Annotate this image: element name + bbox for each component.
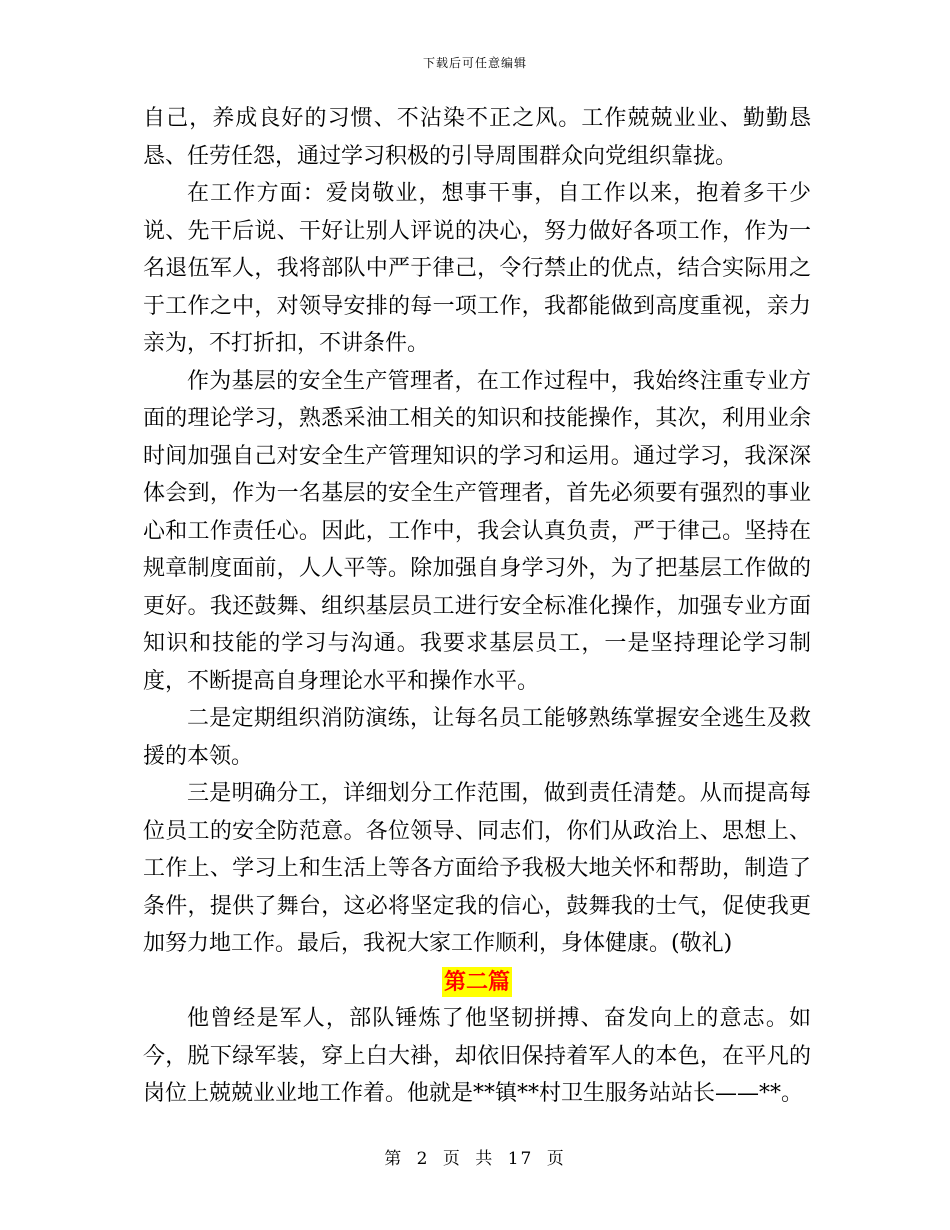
- section-heading-text: 第二篇: [443, 968, 510, 995]
- paragraph-3: 作为基层的安全生产管理者，在工作过程中，我始终注重专业方面的理论学习，熟悉采油工相关的知识和技能操作，其次，利用业余时间加强自己对安全生产管理知识的学习和运用。通过学习，我深深体会到，作为一名基层的安全生产管理者，首先必须要有强烈的事业心和工作责任心。因此，工作中，我会认真负责，严于律己。坚持在规章制度面前，人人平等。除加强自身学习外，为了把基层工作做的更好。我还鼓舞、组织基层员工进行安全标准化操作，加强专业方面知识和技能的学习与沟通。我要求基层员工，一是坚持理论学习制度，不断提高自身理论水平和操作水平。: [143, 368, 811, 694]
- page-number: 第 2 页 共 17 页: [384, 1149, 566, 1169]
- paragraph-1: 自己，养成良好的习惯、不沾染不正之风。工作兢兢业业、勤勤恳恳、任劳任怨，通过学习积极的引导周围群众向党组织靠拢。: [143, 106, 811, 169]
- header-note: 下载后可任意编辑: [422, 56, 527, 70]
- paragraph-6: 他曾经是军人，部队锤炼了他坚韧拼搏、奋发向上的意志。如今，脱下绿军装，穿上白大褂，却依旧保持着军人的本色，在平凡的岗位上兢兢业业地工作着。他就是**镇**村卫生服务站站长——**。: [143, 1006, 811, 1106]
- paragraph-5: 三是明确分工，详细划分工作范围，做到责任清楚。从而提高每位员工的安全防范意。各位领导、同志们，你们从政治上、思想上、工作上、学习上和生活上等各方面给予我极大地关怀和帮助，制造了条件，提供了舞台，这必将坚定我的信心，鼓舞我的士气，促使我更加努力地工作。最后，我祝大家工作顺利，身体健康。(敬礼): [143, 781, 811, 956]
- document-body: [143, 100, 811, 1113]
- paragraph-2: 在工作方面：爱岗敬业，想事干事，自工作以来，抱着多干少说、先干后说、干好让别人评说的决心，努力做好各项工作，作为一名退伍军人，我将部队中严于律己，令行禁止的优点，结合实际用之于工作之中，对领导安排的每一项工作，我都能做到高度重视，亲力亲为，不打折扣，不讲条件。: [143, 181, 811, 356]
- paragraph-4: 二是定期组织消防演练，让每名员工能够熟练掌握安全逃生及救援的本领。: [143, 706, 811, 769]
- section-heading: [143, 963, 811, 1001]
